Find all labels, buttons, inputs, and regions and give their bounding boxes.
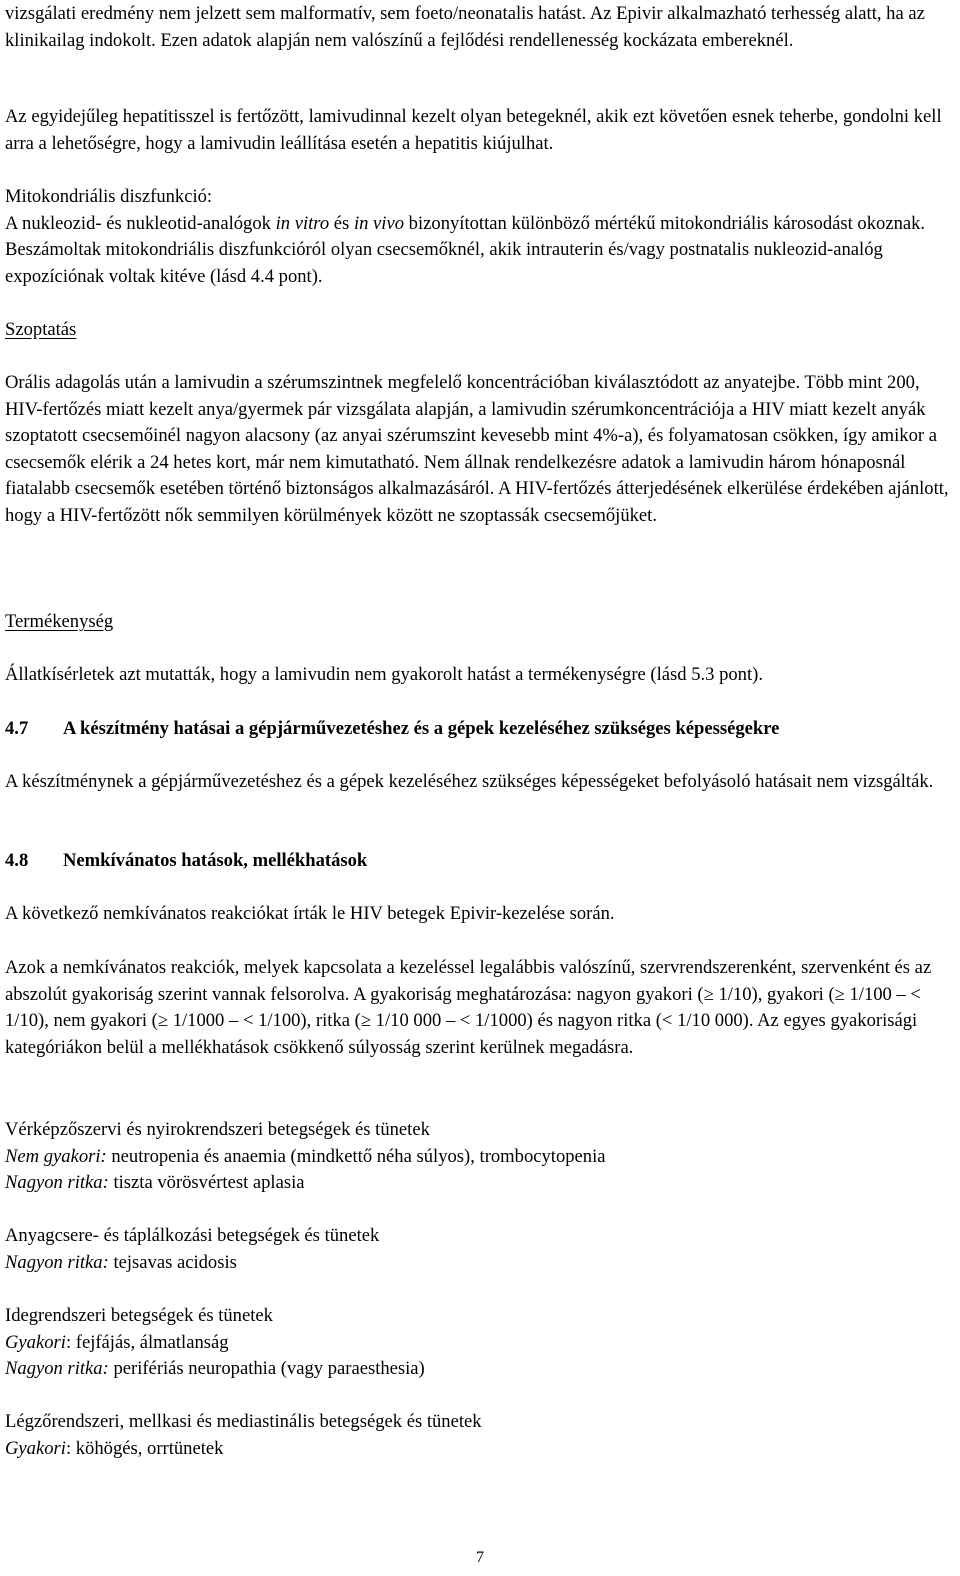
section-title: A készítmény hatásai a gépjárművezetéshez és a gépek kezeléséhez szükséges képességekre bbox=[63, 718, 780, 739]
section-title: Nemkívánatos hatások, mellékhatások bbox=[63, 850, 368, 871]
soc-blood-lymphatic bbox=[5, 1117, 957, 1197]
section-number: 4.7 bbox=[5, 718, 29, 739]
breastfeeding-text: Orális adagolás után a lamivudin a szérumszintnek megfelelő koncentrációban kiválasztódott az anyatejbe. Több mint 200, HIV-fertőzés miatt kezelt anya/gyermek pár vizsgálata alapján, a lamivudin szérumkoncentrációja a HIV miatt kezelt anyák szoptatott csecsemőinél nagyon alacsony (az anyai szérumszint kevesebb mint 4%-a), és folyamatosan csökken, így amikor a csecsemők elérik a 24 hetes kort, már nem kimutatható. Nem állnak rendelkezésre adatok a lamivudin három hónaposnál fiatalabb csecsemők esetében történő biztonságos alkalmazásáról. A HIV-fertőzés átterjedésének elkerülése érdekében ajánlott, hogy a HIV-fertőzött nők semmilyen körülmények között ne szoptassák csecsemőjüket. bbox=[5, 372, 949, 526]
soc-metabolism bbox=[5, 1223, 957, 1276]
adverse-reaction-line: Nagyon ritka: tiszta vörösvértest aplasia bbox=[5, 1172, 305, 1194]
soc-title: Vérképzőszervi és nyirokrendszeri betegségek és tünetek bbox=[5, 1119, 430, 1140]
adverse-reaction-line: Nagyon ritka: perifériás neuropathia (vagy paraesthesia) bbox=[5, 1358, 425, 1380]
fertility-heading: Termékenység bbox=[5, 611, 114, 632]
section-4-8-intro: A következő nemkívánatos reakciókat írták le HIV betegek Epivir-kezelése során. bbox=[5, 903, 615, 924]
fertility-text: Állatkísérletek azt mutatták, hogy a lamivudin nem gyakorolt hatást a termékenységre (lásd 5.3 pont). bbox=[5, 664, 763, 685]
soc-respiratory bbox=[5, 1409, 957, 1462]
section-4-7-text: A készítménynek a gépjárművezetéshez és a gépek kezeléséhez szükséges képességeket befolyásoló hatásait nem vizsgálták. bbox=[5, 771, 934, 792]
adverse-reaction-line: Gyakori: fejfájás, álmatlanság bbox=[5, 1331, 229, 1353]
soc-title: Anyagcsere- és táplálkozási betegségek és tünetek bbox=[5, 1225, 380, 1246]
page-number: 7 bbox=[476, 1549, 484, 1566]
adverse-reaction-line: Nagyon ritka: tejsavas acidosis bbox=[5, 1251, 237, 1273]
paragraph-hepatitis: Az egyidejűleg hepatitisszel is fertőzött, lamivudinnal kezelt olyan betegeknél, akik ezt követően esnek teherbe, gondolni kell arra a lehetőségre, hogy a lamivudin leállítása esetén a hepatitis kiújulhat. bbox=[5, 106, 942, 154]
mitochondrial-section bbox=[5, 184, 957, 290]
mitochondrial-title: Mitokondriális diszfunkció: bbox=[5, 186, 213, 207]
paragraph-pregnancy-continued: vizsgálati eredmény nem jelzett sem malformatív, sem foeto/neonatalis hatást. Az Epivir alkalmazható terhesség alatt, ha az klinikailag indokolt. Ezen adatok alapján nem valószínű a fejlődési rendellenesség kockázata embereknél. bbox=[5, 3, 925, 51]
breastfeeding-heading: Szoptatás bbox=[5, 319, 77, 340]
soc-nervous-system bbox=[5, 1303, 957, 1383]
soc-title: Idegrendszeri betegségek és tünetek bbox=[5, 1305, 273, 1326]
section-4-8-heading bbox=[5, 848, 957, 875]
section-number: 4.8 bbox=[5, 850, 29, 871]
mitochondrial-text: A nukleozid- és nukleotid-analógok in vitro és in vivo bizonyítottan különböző mértékű mitokondriális károsodást okoznak. Beszámoltak mitokondriális diszfunkcióról olyan csecsemőknél, akik intrauterin és/vagy postnatalis nukleozid-analóg expozíciónak voltak kitéve (lásd 4.4 pont). bbox=[5, 212, 926, 287]
section-4-7-heading bbox=[5, 716, 957, 743]
soc-title: Légzőrendszeri, mellkasi és mediastinális betegségek és tünetek bbox=[5, 1411, 482, 1432]
adverse-reaction-line: Gyakori: köhögés, orrtünetek bbox=[5, 1437, 224, 1459]
adverse-reaction-line: Nem gyakori: neutropenia és anaemia (mindkettő néha súlyos), trombocytopenia bbox=[5, 1145, 606, 1167]
frequency-definition: Azok a nemkívánatos reakciók, melyek kapcsolata a kezeléssel legalábbis valószínű, szervrendszerenként, szervenként és az abszolút gyakoriság szerint vannak felsorolva. A gyakoriság meghatározása: nagyon gyakori (≥ 1/10), gyakori (≥ 1/100 – < 1/10), nem gyakori (≥ 1/1000 – < 1/100), ritka (≥ 1/10 000 – < 1/1000) és nagyon ritka (< 1/10 000). Az egyes gyakorisági kategóriákon belül a mellékhatások csökkenő súlyosság szerint kerülnek megadásra. bbox=[5, 957, 932, 1058]
